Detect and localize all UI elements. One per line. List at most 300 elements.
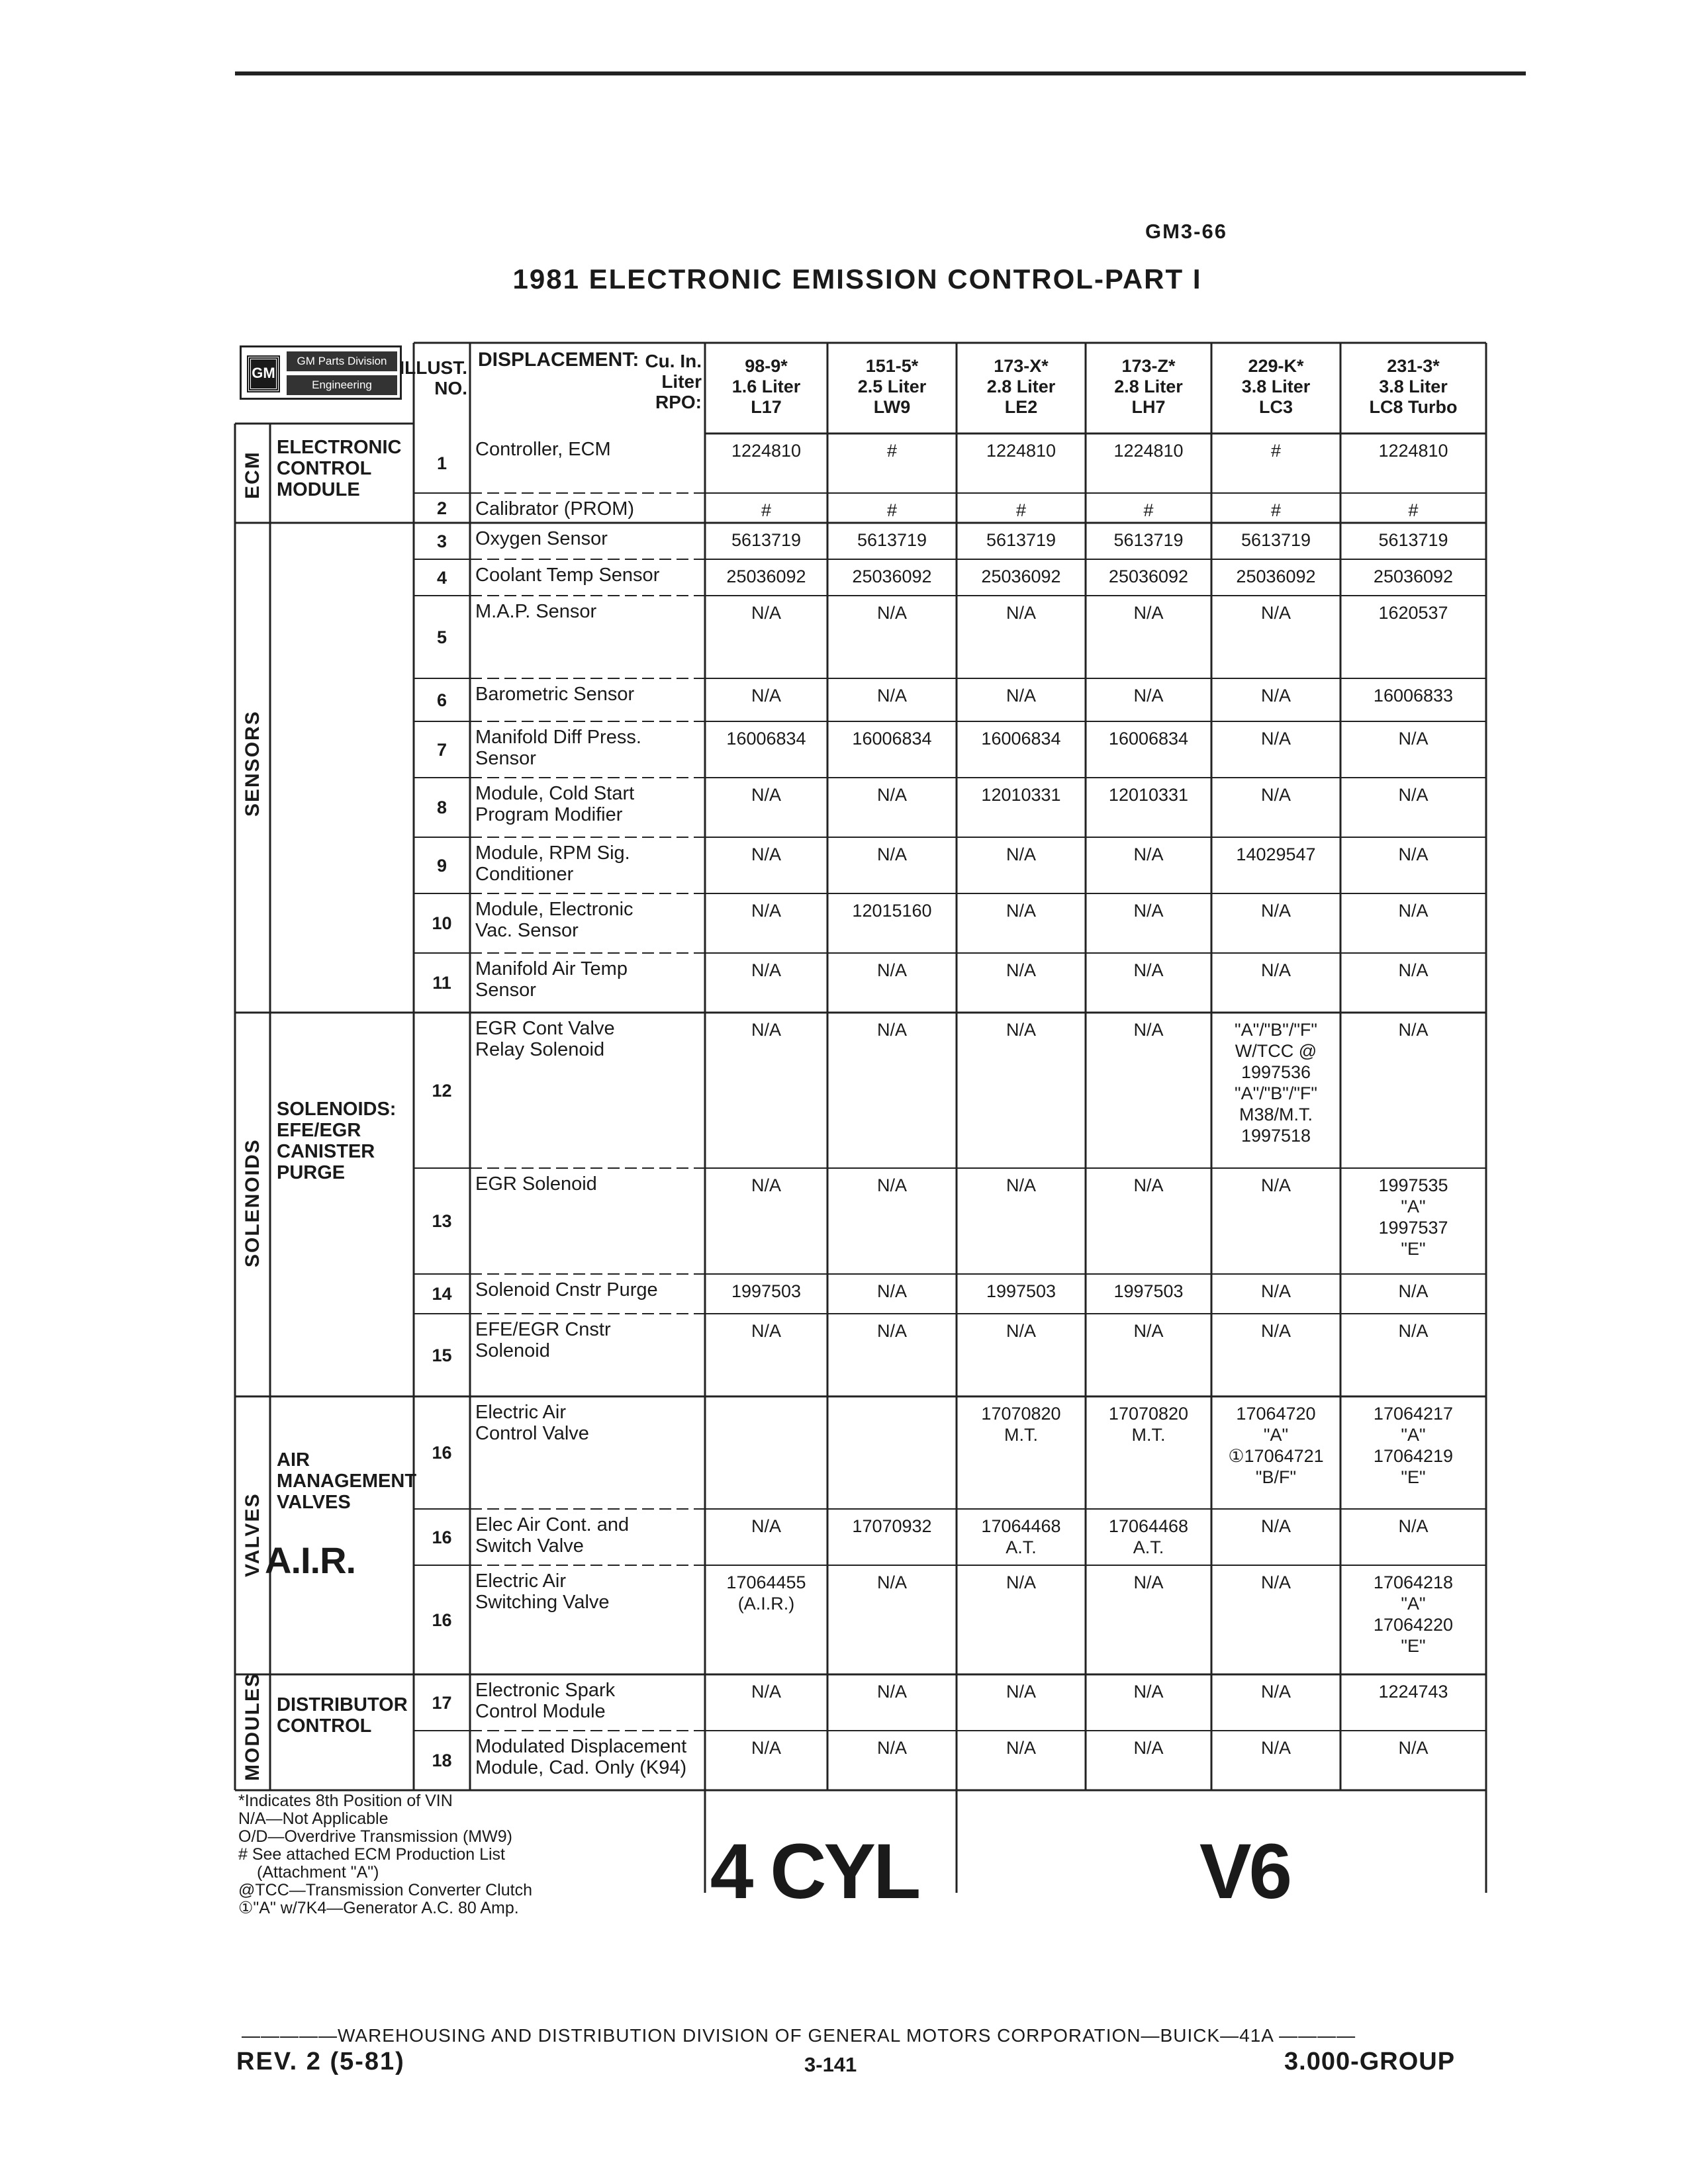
illust-number: 12 — [432, 1080, 452, 1101]
part-number-cell — [1211, 1403, 1340, 1508]
part-number-cell — [705, 1737, 827, 1789]
part-number-cell — [827, 1403, 957, 1508]
text-line: N/A — [1006, 1682, 1036, 1702]
engine-column-header — [705, 356, 827, 429]
part-description — [475, 1736, 702, 1789]
text-line: 1997503 — [986, 1281, 1056, 1301]
part-number-cell — [1086, 1403, 1211, 1508]
part-number-cell — [705, 728, 827, 776]
text-line: N/A — [1260, 960, 1291, 980]
text-line: A.T. — [1006, 1537, 1037, 1557]
text-line: # — [886, 500, 898, 520]
engine-column-header — [827, 356, 957, 429]
text-line: M38/M.T. — [1239, 1105, 1313, 1124]
part-number-cell — [705, 900, 827, 952]
text-line: 1224810 — [1113, 441, 1184, 461]
text-line: N/A — [1260, 1516, 1291, 1536]
text-line: Elec Air Cont. and — [475, 1514, 630, 1535]
text-line: 12010331 — [981, 785, 1061, 805]
footnotes — [238, 1792, 532, 1917]
text-line: "E" — [1401, 1636, 1426, 1656]
part-number-cell — [827, 500, 957, 522]
text-line: 5613719 — [1241, 530, 1311, 550]
text-line: 16006834 — [1108, 729, 1189, 749]
illust-number: 2 — [436, 498, 447, 518]
part-number-cell — [1086, 500, 1211, 522]
text-line: N/A — [1398, 1321, 1429, 1341]
text-line: N/A — [876, 1682, 907, 1702]
text-line: M.A.P. Sensor — [475, 601, 597, 622]
text-line: N/A — [876, 1175, 907, 1195]
part-number-cell — [957, 1681, 1086, 1729]
text-line: 1997536 — [1241, 1062, 1311, 1082]
text-line: N/A — [1133, 1020, 1164, 1040]
text-line: N/A — [1260, 686, 1291, 705]
section-label-valves: VALVES — [242, 1492, 263, 1577]
illust-number: 3 — [436, 531, 447, 551]
text-line: 17070820 — [1108, 1404, 1189, 1424]
part-number-cell — [1340, 728, 1486, 776]
text-line: "A" — [1263, 1425, 1289, 1445]
text-line: N/A — [876, 785, 907, 805]
text-line: Calibrator (PROM) — [475, 498, 635, 520]
part-number-cell — [705, 566, 827, 594]
part-number-cell — [1340, 602, 1486, 677]
text-line: N/A — [1133, 1682, 1164, 1702]
text-line: N/A — [1006, 686, 1036, 705]
header-rpo: LC3 — [1258, 397, 1293, 417]
text-line: N/A — [1133, 686, 1164, 705]
part-number-cell — [827, 440, 957, 492]
section-group-label — [277, 437, 412, 500]
text-line: 1997518 — [1241, 1126, 1311, 1146]
part-number-cell — [1211, 1281, 1340, 1312]
text-line: N/A — [1398, 844, 1429, 864]
text-line: "A" — [1401, 1594, 1426, 1614]
text-line: N/A — [1260, 1572, 1291, 1592]
row-labels — [619, 351, 702, 430]
part-number-cell — [1086, 900, 1211, 952]
part-number-cell — [957, 1019, 1086, 1167]
text-line: N/A — [1006, 1175, 1036, 1195]
text-line: Control Valve — [475, 1423, 589, 1444]
header-liter: 2.8 Liter — [1114, 377, 1183, 396]
text-line: Electronic Spark — [475, 1680, 616, 1701]
part-description — [475, 1018, 702, 1167]
text-line: N/A — [876, 686, 907, 705]
text-line: MANAGEMENT — [277, 1471, 417, 1492]
text-line: "A"/"B"/"F" — [1234, 1020, 1318, 1040]
part-number-cell — [957, 1320, 1086, 1395]
text-line: 1224743 — [1378, 1682, 1448, 1702]
part-description — [475, 565, 702, 594]
text-line: 1997503 — [1113, 1281, 1184, 1301]
footnote-line: @TCC—Transmission Converter Clutch — [238, 1881, 532, 1899]
part-number-cell — [1086, 566, 1211, 594]
page-title: 1981 ELECTRONIC EMISSION CONTROL-PART I — [512, 263, 1202, 295]
header-rpo: L17 — [751, 397, 782, 417]
part-number-cell — [1086, 1019, 1211, 1167]
header-cuin: 173-Z* — [1121, 356, 1176, 376]
part-number-cell — [1211, 784, 1340, 836]
part-number-cell — [705, 784, 827, 836]
part-description — [475, 439, 702, 492]
text-line: N/A — [751, 1738, 781, 1758]
text-line: N/A — [1133, 960, 1164, 980]
text-line: 17070820 — [981, 1404, 1061, 1424]
part-number-cell — [957, 784, 1086, 836]
illust-number: 10 — [432, 913, 452, 933]
text-line: 1224810 — [731, 441, 802, 461]
text-line: 1224810 — [986, 441, 1056, 461]
text-line: PURGE — [277, 1162, 346, 1183]
text-line: 14029547 — [1236, 844, 1316, 864]
text-line: 25036092 — [1373, 567, 1454, 586]
text-line: Manifold Air Temp — [475, 958, 628, 979]
part-description — [475, 1514, 702, 1564]
part-number-cell — [1211, 566, 1340, 594]
part-number-cell — [957, 685, 1086, 720]
text-line: N/A — [1398, 785, 1429, 805]
illust-number: 18 — [432, 1751, 452, 1770]
header-rpo: LW9 — [873, 397, 911, 417]
text-line: N/A — [876, 844, 907, 864]
text-line: N/A — [1133, 1738, 1164, 1758]
text-line: Module, Cad. Only (K94) — [475, 1757, 687, 1778]
part-number-cell — [705, 500, 827, 522]
part-number-cell — [957, 1572, 1086, 1673]
header-liter: 2.5 Liter — [857, 377, 927, 396]
part-number-cell — [1086, 529, 1211, 558]
text-line: 1224810 — [1378, 441, 1448, 461]
text-line: EGR Solenoid — [475, 1173, 597, 1195]
text-line: N/A — [876, 1321, 907, 1341]
engine-column-header — [957, 356, 1086, 429]
text-line: "E" — [1401, 1239, 1426, 1259]
text-line: 5613719 — [1113, 530, 1184, 550]
air-label: A.I.R. — [265, 1539, 356, 1581]
text-line: N/A — [876, 1281, 907, 1301]
part-number-cell — [827, 960, 957, 1011]
text-line: N/A — [751, 686, 781, 705]
part-number-cell — [705, 602, 827, 677]
part-description — [475, 498, 702, 522]
text-line: 16006834 — [726, 729, 806, 749]
part-number-cell — [827, 685, 957, 720]
text-line: N/A — [751, 901, 781, 921]
text-line: N/A — [1006, 1321, 1036, 1341]
part-number-cell — [1340, 529, 1486, 558]
section-label-modules: MODULES — [242, 1672, 263, 1781]
section-group-label — [277, 1099, 412, 1183]
text-line: N/A — [1260, 1682, 1291, 1702]
text-line: N/A — [751, 1175, 781, 1195]
text-line: N/A — [751, 844, 781, 864]
displacement-label: DISPLACEMENT: — [478, 349, 639, 371]
text-line: Modulated Displacement — [475, 1736, 687, 1757]
illust-no-header — [371, 357, 470, 410]
text-line: N/A — [1260, 1738, 1291, 1758]
part-number-cell — [827, 602, 957, 677]
header-liter: 1.6 Liter — [731, 377, 801, 396]
text-line: N/A — [1133, 1321, 1164, 1341]
text-line: 17064468 — [1108, 1516, 1189, 1536]
text-line: N/A — [1006, 960, 1036, 980]
part-description — [475, 601, 702, 677]
part-number-cell — [1086, 1320, 1211, 1395]
revision-label: REV. 2 (5-81) — [236, 2048, 405, 2075]
text-line: EFE/EGR — [277, 1120, 361, 1141]
text-line: # — [1015, 500, 1027, 520]
text-line: N/A — [1133, 901, 1164, 921]
text-line: Manifold Diff Press. — [475, 727, 641, 748]
part-number-cell — [827, 844, 957, 892]
illust-number: 7 — [436, 739, 447, 760]
text-line: N/A — [876, 1020, 907, 1040]
part-number-cell — [1340, 1175, 1486, 1273]
section-label-sensors: SENSORS — [242, 709, 263, 817]
part-number-cell — [827, 1681, 957, 1729]
part-description — [475, 842, 702, 892]
part-number-cell — [1086, 844, 1211, 892]
header-liter: 2.8 Liter — [986, 377, 1056, 396]
part-number-cell — [705, 529, 827, 558]
text-line: Solenoid Cnstr Purge — [475, 1279, 658, 1300]
text-line: N/A — [1133, 603, 1164, 623]
part-number-cell — [1340, 1019, 1486, 1167]
part-number-cell — [1340, 566, 1486, 594]
text-line: 17064219 — [1373, 1446, 1454, 1466]
part-number-cell — [1086, 1175, 1211, 1273]
part-number-cell — [827, 1737, 957, 1789]
part-number-cell — [705, 960, 827, 1011]
part-number-cell — [957, 602, 1086, 677]
text-line: Module, Cold Start — [475, 783, 635, 804]
text-line: "A" — [1401, 1197, 1426, 1216]
text-line: # — [1270, 441, 1282, 461]
part-description — [475, 1173, 702, 1273]
engine-column-header — [1211, 356, 1340, 429]
part-number-cell — [827, 784, 957, 836]
text-line: N/A — [751, 603, 781, 623]
part-number-cell — [827, 1175, 957, 1273]
part-number-cell — [1211, 602, 1340, 677]
text-line: N/A — [1133, 1175, 1164, 1195]
text-line: Conditioner — [475, 864, 574, 885]
text-line: Module, Electronic — [475, 899, 633, 920]
text-line: Liter — [661, 371, 702, 392]
part-number-cell — [1340, 440, 1486, 492]
text-line: Oxygen Sensor — [475, 528, 608, 549]
part-number-cell — [1340, 1572, 1486, 1673]
part-number-cell — [1086, 1516, 1211, 1564]
text-line: # — [1270, 500, 1282, 520]
part-description — [475, 958, 702, 1011]
part-number-cell — [827, 1019, 957, 1167]
text-line: M.T. — [1004, 1425, 1038, 1445]
part-number-cell — [1340, 1737, 1486, 1789]
text-line: N/A — [1260, 603, 1291, 623]
part-number-cell — [705, 844, 827, 892]
part-description — [475, 783, 702, 836]
engine-column-header — [1340, 356, 1486, 429]
text-line: Vac. Sensor — [475, 920, 579, 941]
part-number-cell — [705, 1281, 827, 1312]
part-number-cell — [705, 1681, 827, 1729]
text-line: Module, RPM Sig. — [475, 842, 630, 864]
part-number-cell — [1086, 1681, 1211, 1729]
footnote-line: N/A—Not Applicable — [238, 1809, 389, 1828]
part-number-cell — [957, 1737, 1086, 1789]
text-line: N/A — [1260, 785, 1291, 805]
text-line: N/A — [751, 1321, 781, 1341]
part-number-cell — [957, 1175, 1086, 1273]
text-line: 1997503 — [731, 1281, 802, 1301]
part-number-cell — [957, 1281, 1086, 1312]
header-cuin: 151-5* — [865, 356, 919, 376]
part-number-cell — [1211, 1737, 1340, 1789]
text-line: 17064468 — [981, 1516, 1061, 1536]
part-number-cell — [1086, 1572, 1211, 1673]
text-line: N/A — [876, 1572, 907, 1592]
part-number-cell — [1211, 1320, 1340, 1395]
top-rule — [235, 71, 1526, 75]
part-number-cell — [957, 500, 1086, 522]
header-cuin: 229-K* — [1248, 356, 1304, 376]
part-number-cell — [1211, 844, 1340, 892]
part-number-cell — [1086, 685, 1211, 720]
part-number-cell — [827, 728, 957, 776]
footnote-line: (Attachment "A") — [257, 1863, 379, 1882]
text-line: Cu. In. — [645, 351, 702, 371]
part-number-cell — [1086, 960, 1211, 1011]
text-line: 1997537 — [1378, 1218, 1448, 1238]
illust-number: 13 — [432, 1211, 452, 1231]
part-number-cell — [1340, 844, 1486, 892]
text-line: (A.I.R.) — [737, 1594, 795, 1614]
text-line: N/A — [876, 1738, 907, 1758]
part-number-cell — [957, 900, 1086, 952]
part-description — [475, 1402, 702, 1508]
footnote-line: ①"A" w/7K4—Generator A.C. 80 Amp. — [238, 1899, 519, 1917]
part-number-cell — [1340, 685, 1486, 720]
text-line: 5613719 — [1378, 530, 1448, 550]
part-number-cell — [1211, 1572, 1340, 1673]
illust-number: 5 — [436, 627, 447, 647]
illust-number: 15 — [432, 1345, 452, 1365]
text-line: N/A — [751, 785, 781, 805]
illust-number: 1 — [436, 453, 447, 473]
text-line: N/A — [876, 603, 907, 623]
part-number-cell — [1211, 960, 1340, 1011]
part-number-cell — [1340, 1320, 1486, 1395]
illust-number: 16 — [432, 1527, 452, 1547]
header-cuin: 98-9* — [745, 356, 788, 376]
text-line: N/A — [751, 1682, 781, 1702]
part-description — [475, 727, 702, 776]
header-cuin: 231-3* — [1387, 356, 1440, 376]
illust-number: 8 — [436, 797, 447, 817]
text-line: DISTRIBUTOR — [277, 1694, 408, 1715]
text-line: # — [1408, 500, 1419, 520]
text-line: # — [1143, 500, 1154, 520]
section-group-label — [277, 1449, 417, 1513]
text-line: N/A — [876, 960, 907, 980]
part-number-cell — [1086, 440, 1211, 492]
part-number-cell — [1086, 784, 1211, 836]
part-number-cell — [705, 1175, 827, 1273]
text-line: N/A — [1398, 729, 1429, 749]
part-number-cell — [957, 1403, 1086, 1508]
part-number-cell — [705, 685, 827, 720]
text-line: Switching Valve — [475, 1592, 610, 1613]
text-line: N/A — [1398, 1516, 1429, 1536]
text-line: 25036092 — [726, 567, 806, 586]
text-line: SOLENOIDS: — [277, 1099, 397, 1120]
part-number-cell — [705, 440, 827, 492]
header-rpo: LC8 Turbo — [1369, 397, 1458, 417]
logo-engineering: Engineering — [287, 375, 397, 395]
part-number-cell — [1211, 529, 1340, 558]
text-line: N/A — [1133, 844, 1164, 864]
text-line: NO. — [434, 378, 467, 398]
part-number-cell — [1340, 1403, 1486, 1508]
illust-number: 17 — [432, 1692, 452, 1713]
text-line: "A" — [1401, 1425, 1426, 1445]
text-line: "A"/"B"/"F" — [1234, 1083, 1318, 1103]
text-line: RPO: — [655, 392, 702, 412]
part-number-cell — [1211, 900, 1340, 952]
part-number-cell — [1211, 1175, 1340, 1273]
text-line: Sensor — [475, 748, 536, 769]
part-number-cell — [1340, 1281, 1486, 1312]
text-line: MODULE — [277, 479, 360, 500]
part-description — [475, 684, 702, 720]
text-line: CANISTER — [277, 1141, 375, 1162]
text-line: N/A — [1260, 1281, 1291, 1301]
text-line: 17070932 — [852, 1516, 932, 1536]
text-line: 12010331 — [1108, 785, 1189, 805]
part-number-cell — [1340, 960, 1486, 1011]
part-number-cell — [1211, 728, 1340, 776]
text-line: 17064218 — [1373, 1572, 1454, 1592]
part-number-cell — [1340, 784, 1486, 836]
section-group-label — [277, 1694, 412, 1737]
text-line: Electric Air — [475, 1570, 566, 1592]
text-line: 5613719 — [857, 530, 927, 550]
engine-label-v6: V6 — [1199, 1828, 1290, 1915]
text-line: N/A — [1260, 901, 1291, 921]
text-line: 16006834 — [852, 729, 932, 749]
text-line: Controller, ECM — [475, 439, 611, 460]
text-line: N/A — [1398, 1738, 1429, 1758]
footnote-line: *Indicates 8th Position of VIN — [238, 1792, 453, 1810]
text-line: N/A — [1006, 603, 1036, 623]
part-number-cell — [1086, 1281, 1211, 1312]
illust-number: 6 — [436, 690, 447, 710]
section-label-solenoids: SOLENOIDS — [242, 1138, 263, 1267]
illust-number: 14 — [432, 1284, 452, 1304]
document-code: GM3-66 — [1145, 220, 1227, 243]
part-number-cell — [957, 566, 1086, 594]
part-description — [475, 528, 702, 558]
text-line: N/A — [751, 1020, 781, 1040]
text-line: 16006833 — [1373, 686, 1454, 705]
text-line: N/A — [751, 1516, 781, 1536]
text-line: Solenoid — [475, 1340, 550, 1361]
part-number-cell — [1340, 1516, 1486, 1564]
text-line: 16006834 — [981, 729, 1061, 749]
